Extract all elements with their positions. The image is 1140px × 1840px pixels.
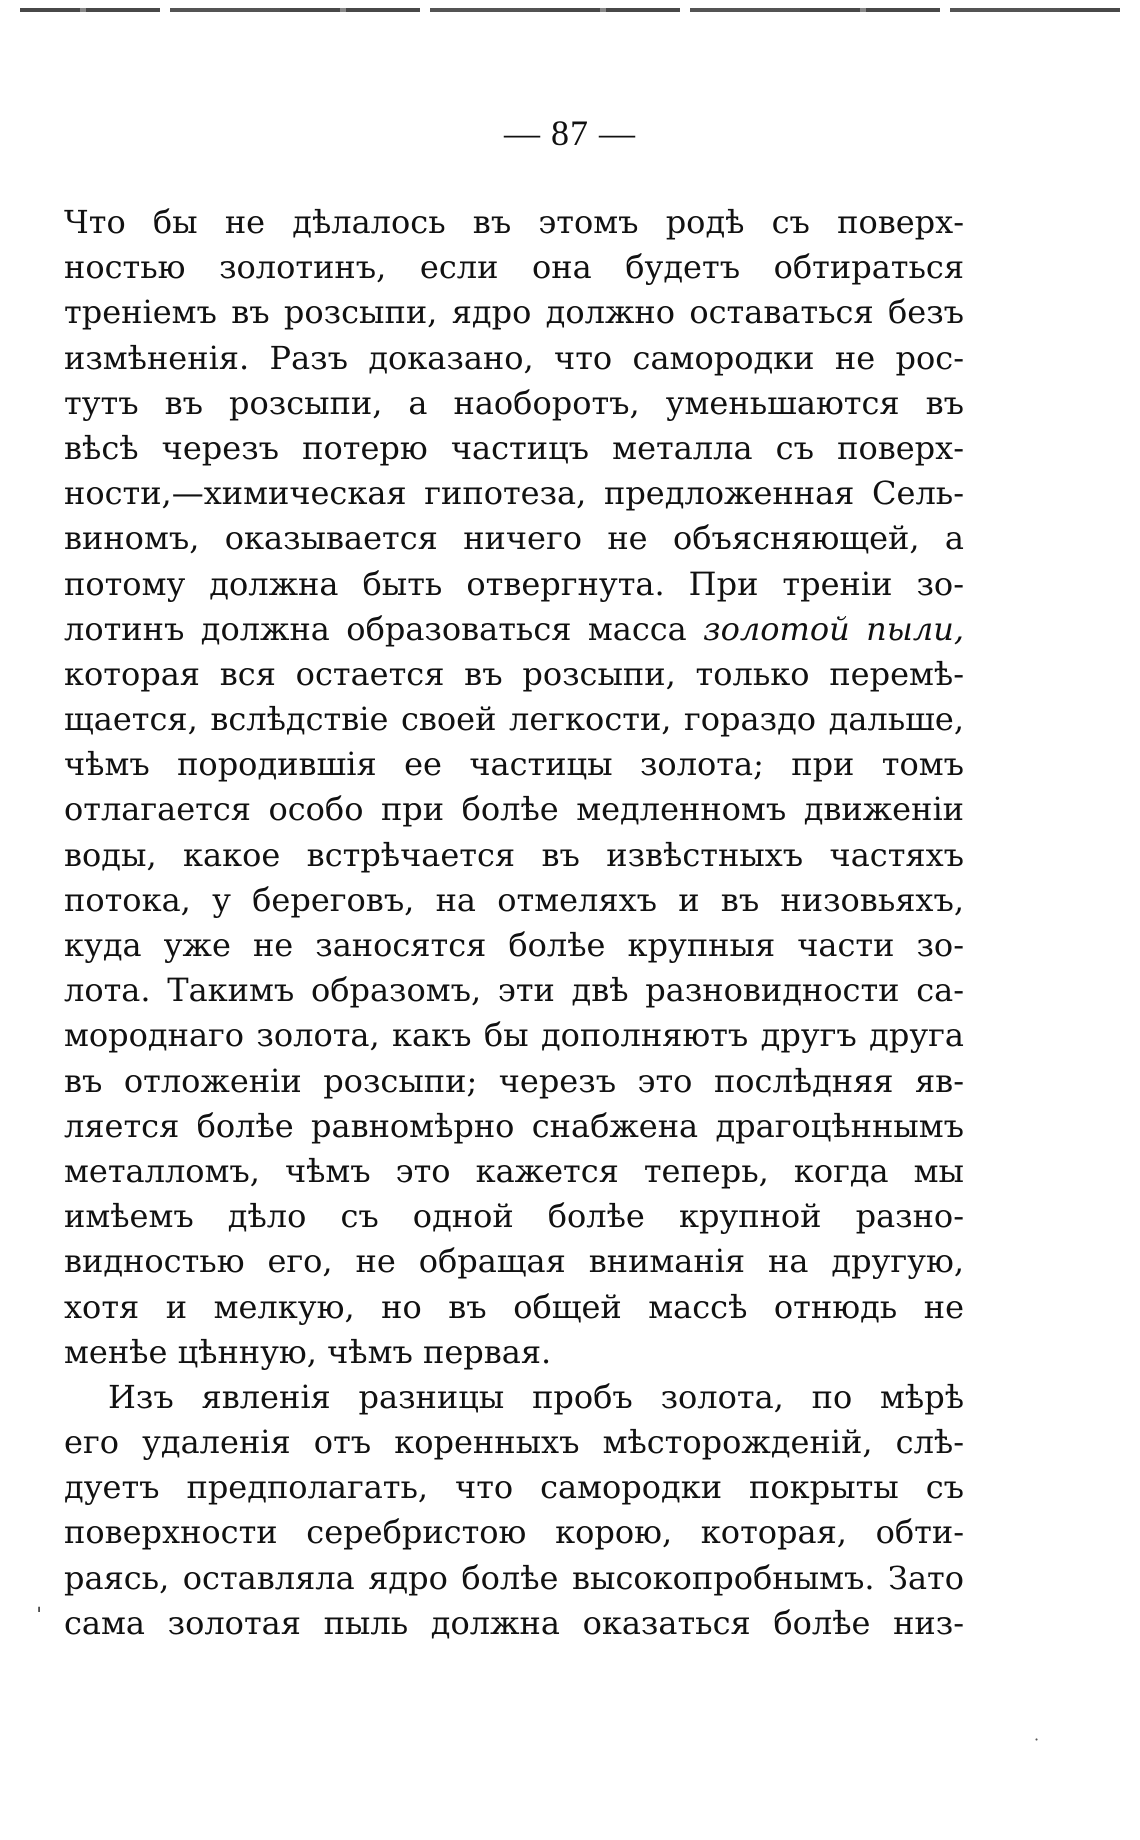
text-line: ностью золотинъ, если она будетъ обтираться [64,248,964,287]
text-line: щается, вслѣдствіе своей легкости, гораздо дальше, [64,700,964,739]
text-line: въ отложеніи розсыпи; черезъ это послѣдняя яв- [64,1061,964,1100]
text-line: мороднаго золота, какъ бы дополняютъ другъ друга [64,1016,964,1055]
text-line: имѣемъ дѣло съ одной болѣе крупной разно- [64,1197,964,1236]
text-line: поверхности серебристою корою, которая, обти- [64,1513,964,1552]
top-border-rule [20,8,1120,12]
text-line: ляется болѣе равномѣрно снабжена драгоцѣннымъ [64,1106,964,1145]
text-line: лота. Такимъ образомъ, эти двѣ разновидности са- [64,971,964,1010]
text-line: видностью его, не обращая вниманія на другую, [64,1242,964,1281]
text-line: его удаленія отъ коренныхъ мѣсторожденій, слѣ- [64,1423,964,1462]
text-line: раясь, оставляла ядро болѣе высокопробнымъ. Зато [64,1558,964,1597]
text-line: потому должна быть отвергнута. При треніи зо- [64,564,964,603]
paragraph-1 [64,200,964,1375]
text-line: куда уже не заносятся болѣе крупныя части зо- [64,926,964,964]
page-body [64,200,964,1646]
text-line: дуетъ предполагать, что самородки покрыты съ [64,1468,964,1507]
text-line: которая вся остается въ розсыпи, только перемѣ- [64,654,964,693]
ink-speck: · [1034,1730,1040,1749]
text-line: виномъ, оказывается ничего не объясняющей, а [64,519,964,558]
text-line-paragraph-end: менѣе цѣнную, чѣмъ первая. [64,1332,552,1371]
text-segment: лотинъ должна образоваться масса [64,609,687,648]
italic-phrase: золотой пыли, [703,609,964,648]
text-line: металломъ, чѣмъ это кажется теперь, когда мы [64,1151,964,1190]
text-line: измѣненія. Разъ доказано, что самородки не рос- [64,338,964,377]
text-line: треніемъ въ розсыпи, ядро должно оставаться безъ [64,293,964,332]
page-number: — 87 — [504,113,636,153]
text-line: вѣсѣ черезъ потерю частицъ металла съ поверх- [64,428,964,467]
text-line: хотя и мелкую, но въ общей массѣ отнюдь не [64,1287,964,1326]
text-line: потока, у береговъ, на отмеляхъ и въ низовьяхъ, [64,880,964,919]
text-line: Что бы не дѣлалось въ этомъ родѣ съ поверх- [64,203,964,241]
text-line: ности,—химическая гипотеза, предложенная Сель- [64,474,964,513]
text-line: чѣмъ породившія ее частицы золота; при томъ [64,745,964,784]
text-line: воды, какое встрѣчается въ извѣстныхъ частяхъ [64,835,964,874]
text-line: тутъ въ розсыпи, а наоборотъ, уменьшаются въ [64,383,964,422]
text-line: сама золотая пыль должна оказаться болѣе низ- [64,1603,964,1642]
margin-ink-mark: ˌ [36,1590,43,1615]
text-line-indented: Изъ явленія разницы пробъ золота, по мѣрѣ [108,1377,964,1416]
paragraph-2 [64,1375,964,1646]
text-line: отлагается особо при болѣе медленномъ движеніи [64,790,964,829]
text-line-with-italic [64,607,964,652]
